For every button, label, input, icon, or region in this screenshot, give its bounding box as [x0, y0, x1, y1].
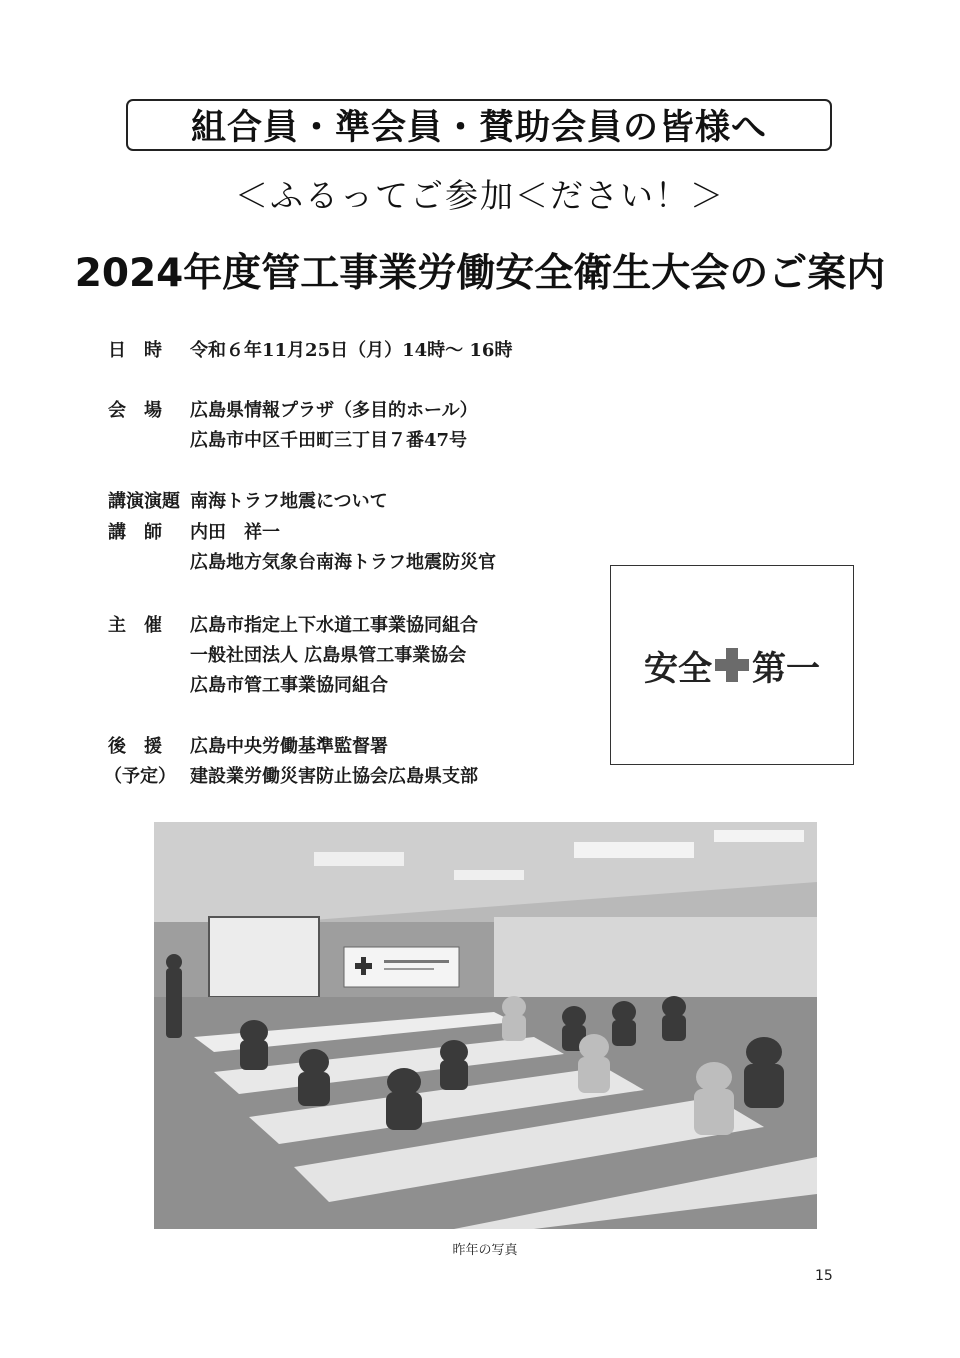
detail-label: 主 催 [108, 615, 162, 636]
detail-organizer [108, 611, 478, 701]
detail-label: 講演演題 [108, 491, 180, 512]
detail-value: 令和６年11月25日（月）14時～ 16時 [190, 340, 513, 361]
detail-venue [108, 396, 478, 456]
detail-value: 南海トラフ地震について [190, 491, 388, 512]
safety-sign-left: 安全 [644, 648, 712, 689]
detail-supporter [108, 732, 388, 762]
detail-value: 広島市管工事業協同組合 [190, 675, 388, 696]
detail-value: 広島市指定上下水道工事業協同組合 [190, 615, 478, 636]
invitation-subheading: ＜ふるってご参加＜ださい！＞ [235, 176, 725, 215]
detail-value: 広島県情報プラザ（多目的ホール） [190, 400, 478, 421]
page-number: 15 [815, 1268, 833, 1284]
detail-label: 会 場 [108, 400, 162, 421]
detail-value: 広島地方気象台南海トラフ地震防災官 [190, 552, 496, 573]
photo-caption: 昨年の写真 [452, 1243, 518, 1258]
detail-lecturer [108, 518, 496, 578]
detail-value: 広島中央労働基準監督署 [190, 736, 388, 757]
detail-value: 一般社団法人 広島県管工事業協会 [190, 645, 467, 666]
detail-datetime [108, 336, 512, 366]
event-photo [154, 822, 817, 1229]
detail-label: （予定） [104, 766, 176, 787]
cross-icon [715, 648, 749, 682]
detail-supporter-planned [104, 762, 478, 792]
safety-sign-right: 第一 [752, 648, 820, 689]
detail-lecture-topic [108, 487, 388, 517]
detail-label: 日 時 [108, 340, 162, 361]
safety-first-sign [610, 565, 854, 765]
addressee-heading: 組合員・準会員・賛助会員の皆様へ [126, 99, 832, 151]
detail-value: 建設業労働災害防止協会広島県支部 [190, 766, 478, 787]
detail-label: 講 師 [108, 522, 162, 543]
detail-label: 後 援 [108, 736, 162, 757]
detail-value: 内田 祥一 [190, 522, 280, 543]
detail-value: 広島市中区千田町三丁目７番47号 [190, 430, 468, 451]
page-title: 2024年度管工事業労働安全衛生大会のご案内 [74, 251, 886, 296]
